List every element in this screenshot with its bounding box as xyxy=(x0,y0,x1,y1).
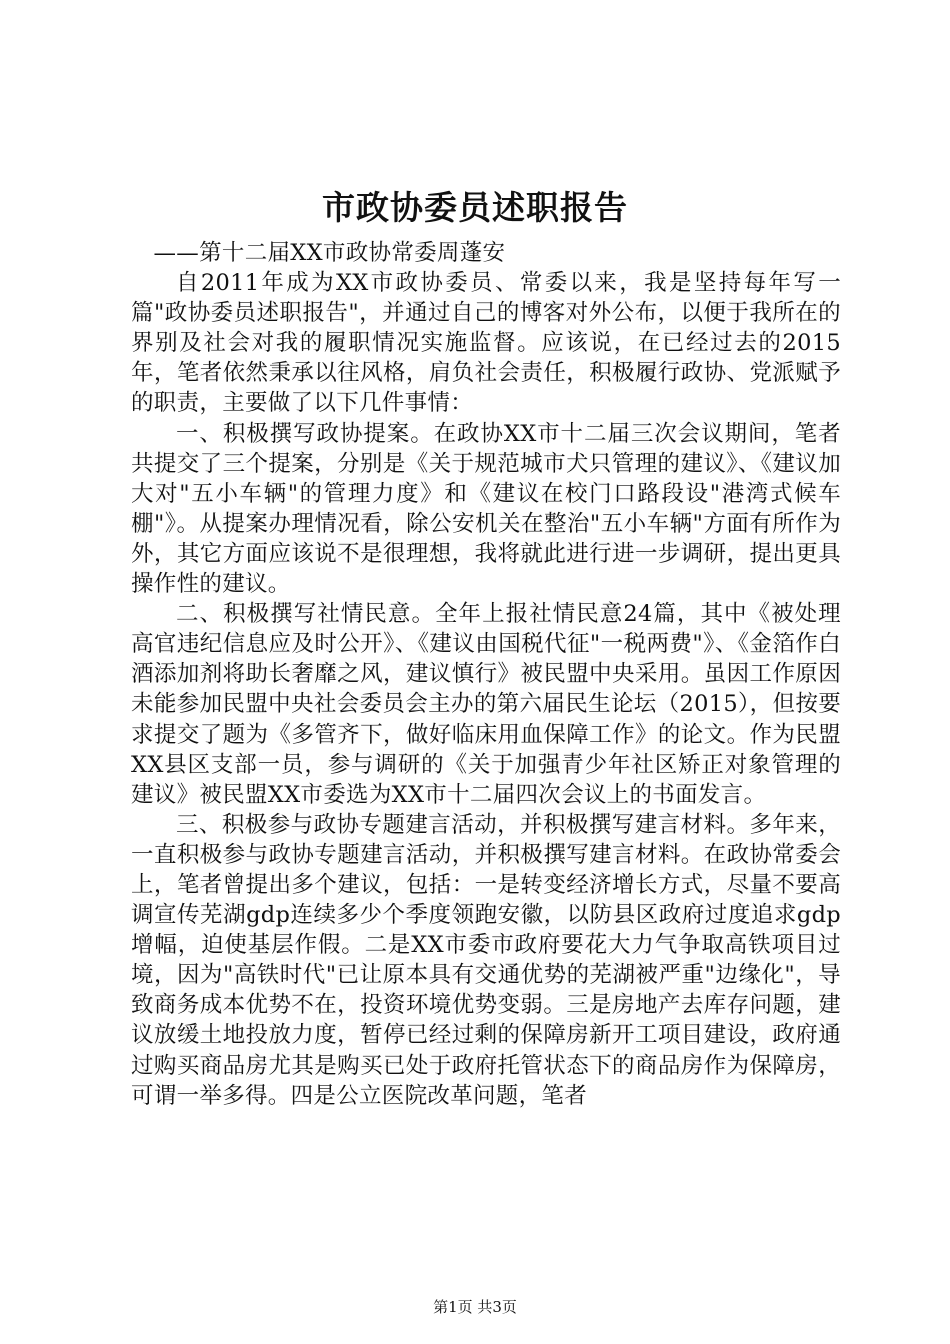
document-title: 市政协委员述职报告 xyxy=(322,188,628,227)
document-subtitle: ——第十二届XX市政协常委周蓬安 xyxy=(153,240,506,266)
paragraph-proposals: 一、积极撰写政协提案。在政协XX市十二届三次会议期间，笔者共提交了三个提案，分别是《关于规范城市犬只管理的建议》、《建议加大对"五小车辆"的管理力度》和《建议在校门口路段设"港湾式候车棚"》。从提案办理情况看，除公安机关在整治"五小车辆"方面有所作为外，其它方面应该说不是很理想，我将就此进行进一步调研，提出更具操作性的建议。 xyxy=(131,420,841,598)
page-footer: 第1页 共3页 xyxy=(433,1298,517,1316)
paragraph-intro: 自2011年成为XX市政协委员、常委以来，我是坚持每年写一篇"政协委员述职报告"，并通过自己的博客对外公布，以便于我所在的界别及社会对我的履职情况实施监督。应该说，在已经过去的2015年，笔者依然秉承以往风格，肩负社会责任，积极履行政协、党派赋予的职责，主要做了以下几件事情： xyxy=(131,270,841,417)
paragraph-public-opinion: 二、积极撰写社情民意。全年上报社情民意24篇，其中《被处理高官违纪信息应及时公开》、《建议由国税代征"一税两费"》、《金箔作白酒添加剂将助长奢靡之风，建议慎行》被民盟中央采用。虽因工作原因未能参加民盟中央社会委员会主办的第六届民生论坛（2015），但按要求提交了题为《多管齐下，做好临床用血保障工作》的论文。作为民盟XX县区支部一员，参与调研的《关于加强青少年社区矫正对象管理的建议》被民盟XX市委选为XX市十二届四次会议上的书面发言。 xyxy=(131,601,841,808)
paragraph-suggestions: 三、积极参与政协专题建言活动，并积极撰写建言材料。多年来，一直积极参与政协专题建言活动，并积极撰写建言材料。在政协常委会上，笔者曾提出多个建议，包括：一是转变经济增长方式，尽量不要高调宣传芜湖gdp连续多少个季度领跑安徽，以防县区政府过度追求gdp增幅，迫使基层作假。二是XX市委市政府要花大力气争取高铁项目过境，因为"高铁时代"已让原本具有交通优势的芜湖被严重"边缘化"，导致商务成本优势不在，投资环境优势变弱。三是房地产去库存问题，建议放缓土地投放力度，暂停已经过剩的保障房新开工项目建设，政府通过购买商品房尤其是购买已处于政府托管状态下的商品房作为保障房，可谓一举多得。四是公立医院改革问题，笔者 xyxy=(131,811,841,1109)
document-body xyxy=(131,238,841,1111)
